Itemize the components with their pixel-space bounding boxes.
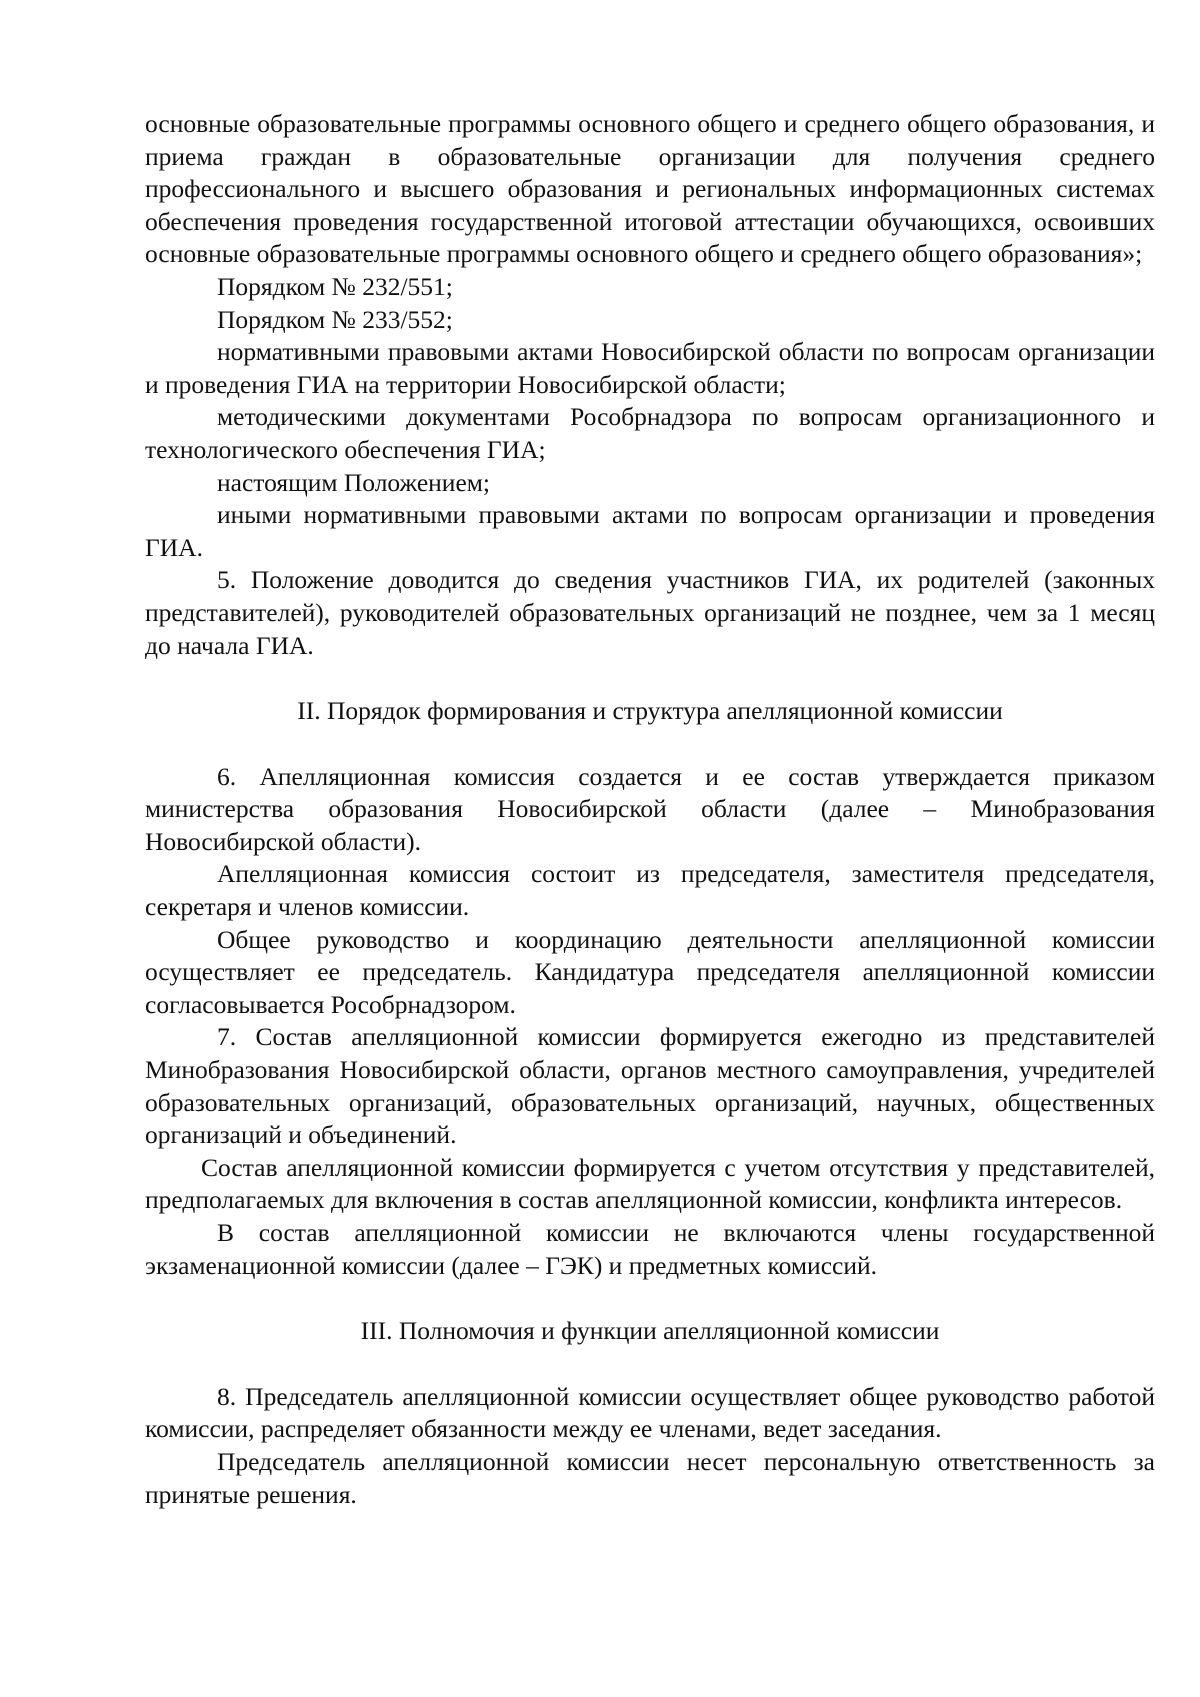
paragraph-other-acts: иными нормативными правовыми актами по вопросам организации и проведения ГИА. xyxy=(145,500,1155,562)
paragraph-order-232: Порядком № 232/551; xyxy=(217,271,453,301)
paragraph-item-7: 7. Состав апелляционной комиссии формируется ежегодно из представителей Минобразования Новосибирской области, органов местного самоуправления, учредителей образовательных организаций, образовательных организаций, научных, общественных организаций и объединений. xyxy=(145,1022,1155,1150)
paragraph-continuation: основные образовательные программы основного общего и среднего общего образования, и приема граждан в образовательные организации для получения среднего профессионального и высшего образования и региональных информационных системах обеспечения проведения государственной итоговой аттестации обучающихся, освоивших основные образовательные программы основного общего и среднего общего образования»; xyxy=(145,109,1155,269)
paragraph-regional-acts: нормативными правовыми актами Новосибирской области по вопросам организации и проведения ГИА на территории Новосибирской области; xyxy=(145,337,1155,399)
paragraph-this-regulation: настоящим Положением; xyxy=(217,467,490,497)
document-page xyxy=(145,108,1155,1511)
section-2-heading: II. Порядок формирования и структура апелляционной комиссии xyxy=(297,696,1003,726)
section-3-heading: III. Полномочия и функции апелляционной комиссии xyxy=(360,1316,940,1346)
paragraph-methodical-docs: методическими документами Рособрнадзора по вопросам организационного и технологического обеспечения ГИА; xyxy=(145,402,1155,464)
paragraph-item-6: 6. Апелляционная комиссия создается и ее состав утверждается приказом министерства образования Новосибирской области (далее – Минобразования Новосибирской области). xyxy=(145,761,1155,856)
paragraph-item-8: 8. Председатель апелляционной комиссии осуществляет общее руководство работой комиссии, распределяет обязанности между ее членами, ведет заседания. xyxy=(145,1381,1155,1444)
paragraph-exclusions: В состав апелляционной комиссии не включаются члены государственной экзаменационной комиссии (далее – ГЭК) и предметных комиссий. xyxy=(145,1218,1155,1280)
paragraph-item-5: 5. Положение доводится до сведения участников ГИА, их родителей (законных представителей), руководителей образовательных организаций не позднее, чем за 1 месяц до начала ГИА. xyxy=(145,565,1155,660)
paragraph-order-233: Порядком № 233/552; xyxy=(217,304,453,334)
paragraph-conflict-of-interest: Состав апелляционной комиссии формируется с учетом отсутствия у представителей, предполагаемых для включения в состав апелляционной комиссии, конфликта интересов. xyxy=(145,1152,1155,1215)
paragraph-commission-composition: Апелляционная комиссия состоит из председателя, заместителя председателя, секретаря и членов комиссии. xyxy=(145,859,1155,922)
paragraph-chair-responsibility: Председатель апелляционной комиссии несет персональную ответственность за принятые решения. xyxy=(145,1446,1155,1509)
paragraph-general-management: Общее руководство и координацию деятельности апелляционной комиссии осуществляет ее председатель. Кандидатура председателя апелляционной комиссии согласовывается Рособрнадзором. xyxy=(145,924,1155,1019)
